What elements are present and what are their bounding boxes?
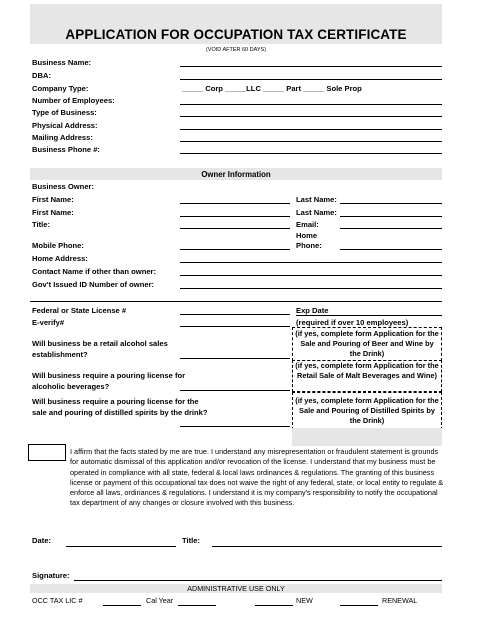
business-name-label: Business Name: bbox=[32, 58, 92, 67]
contact-name-label: Contact Name if other than owner: bbox=[32, 267, 157, 276]
renewal-field[interactable] bbox=[340, 605, 378, 606]
physical-address-label: Physical Address: bbox=[32, 121, 98, 130]
everify-label: E-verify# bbox=[32, 318, 65, 327]
exp-date-field[interactable] bbox=[296, 315, 442, 316]
email-label: Email: bbox=[296, 220, 319, 229]
gov-id-label: Gov't Issued ID Number of owner: bbox=[32, 280, 155, 289]
renewal-label: RENEWAL bbox=[382, 596, 418, 605]
retail-alcohol-note: (if yes, complete form Application for the Sale and Pouring of Beer and Wine by the Drink) bbox=[295, 329, 439, 358]
dba-field[interactable] bbox=[180, 79, 442, 80]
retail-alcohol-question: Will business be a retail alcohol sales establishment? bbox=[32, 339, 168, 359]
pouring-license-answer[interactable] bbox=[180, 390, 290, 391]
retail-alcohol-answer[interactable] bbox=[180, 358, 290, 359]
section-divider bbox=[30, 301, 442, 302]
new-field[interactable] bbox=[255, 605, 293, 606]
first-name-field-2[interactable] bbox=[180, 216, 290, 217]
cal-year-label: Cal Year bbox=[146, 596, 174, 605]
contact-name-field[interactable] bbox=[180, 275, 442, 276]
owner-title-field[interactable] bbox=[180, 228, 290, 229]
affirm-checkbox[interactable] bbox=[28, 444, 66, 461]
page-title: APPLICATION FOR OCCUPATION TAX CERTIFICATE bbox=[65, 27, 407, 42]
employees-field[interactable] bbox=[180, 104, 442, 105]
business-phone-label: Business Phone #: bbox=[32, 145, 100, 154]
mobile-phone-label: Mobile Phone: bbox=[32, 241, 84, 250]
distilled-spirits-answer[interactable] bbox=[180, 426, 290, 427]
last-name-label-1: Last Name: bbox=[296, 195, 337, 204]
last-name-field-1[interactable] bbox=[340, 203, 442, 204]
signoff-title-field[interactable] bbox=[212, 546, 442, 547]
home-address-field[interactable] bbox=[180, 262, 442, 263]
first-name-label-1: First Name: bbox=[32, 195, 74, 204]
employees-label: Number of Employees: bbox=[32, 96, 115, 105]
home-phone-label: Phone: bbox=[296, 241, 322, 250]
business-name-field[interactable] bbox=[180, 66, 442, 67]
everify-note: (required if over 10 employees) bbox=[296, 318, 409, 327]
mobile-phone-field[interactable] bbox=[180, 249, 290, 250]
license-field[interactable] bbox=[180, 314, 290, 315]
business-owner-label: Business Owner: bbox=[32, 182, 95, 191]
void-note: (VOID AFTER 60 DAYS) bbox=[205, 47, 267, 53]
distilled-spirits-question: Will business require a pouring license for the sale and pouring of distilled spirits by the drink? bbox=[32, 397, 208, 417]
signature-label: Signature: bbox=[32, 571, 70, 580]
first-name-label-2: First Name: bbox=[32, 208, 74, 217]
mailing-address-label: Mailing Address: bbox=[32, 133, 93, 142]
gov-id-field[interactable] bbox=[180, 288, 442, 289]
exp-date-label: Exp Date bbox=[296, 306, 329, 315]
last-name-field-2[interactable] bbox=[340, 216, 442, 217]
new-label: NEW bbox=[296, 596, 313, 605]
email-field[interactable] bbox=[340, 228, 442, 229]
distilled-spirits-note: (if yes, complete form Application for the Sale and Pouring of Distilled Spirits by the Drink) bbox=[295, 396, 439, 425]
everify-field[interactable] bbox=[180, 326, 290, 327]
cal-year-field[interactable] bbox=[178, 605, 216, 606]
mailing-address-field[interactable] bbox=[180, 141, 442, 142]
date-field[interactable] bbox=[66, 546, 176, 547]
occ-tax-label: OCC TAX LIC # bbox=[32, 596, 83, 605]
home-phone-field[interactable] bbox=[340, 249, 442, 250]
physical-address-field[interactable] bbox=[180, 129, 442, 130]
first-name-field-1[interactable] bbox=[180, 203, 290, 204]
signature-field[interactable] bbox=[74, 580, 442, 581]
business-type-field[interactable] bbox=[180, 116, 442, 117]
business-type-label: Type of Business: bbox=[32, 108, 97, 117]
affirmation-text: I affirm that the facts stated by me are true. I understand any misrepresentation or fraudulent statement is grounds for automatic dismissal of this application and/or revocation of the license. I understand that my business must be operated in compliance with all state, federal & local laws ordinances & regulations. The granting of this business license or payment of this occupational tax does not waive the right of any federal, state, or local entity to regulate & enforce all laws, ordinances & regulations. I understand it is my company's responsibility to notify the occupational tax department of any changes or closure involved with this business. bbox=[70, 447, 444, 508]
admin-header: ADMINISTRATIVE USE ONLY bbox=[187, 584, 285, 593]
pouring-license-note: (if yes, complete form Application for the Retail Sale of Malt Beverages and Wine) bbox=[295, 361, 439, 380]
owner-title-label: Title: bbox=[32, 220, 51, 229]
shaded-block bbox=[292, 428, 442, 446]
company-type-label: Company Type: bbox=[32, 84, 89, 93]
home-label: Home bbox=[296, 231, 318, 240]
occ-tax-field[interactable] bbox=[103, 605, 141, 606]
home-address-label: Home Address: bbox=[32, 254, 88, 263]
business-phone-field[interactable] bbox=[180, 153, 442, 154]
pouring-license-question: Will business require a pouring license for alcoholic beverages? bbox=[32, 371, 186, 391]
last-name-label-2: Last Name: bbox=[296, 208, 337, 217]
dba-label: DBA: bbox=[32, 71, 51, 80]
owner-section-title: Owner Information bbox=[201, 170, 271, 179]
date-label: Date: bbox=[32, 536, 51, 545]
license-label: Federal or State License # bbox=[32, 306, 127, 315]
company-type-options[interactable]: _____ Corp _____LLC _____ Part _____ Sole Prop bbox=[182, 84, 362, 93]
signoff-title-label: Title: bbox=[182, 536, 201, 545]
